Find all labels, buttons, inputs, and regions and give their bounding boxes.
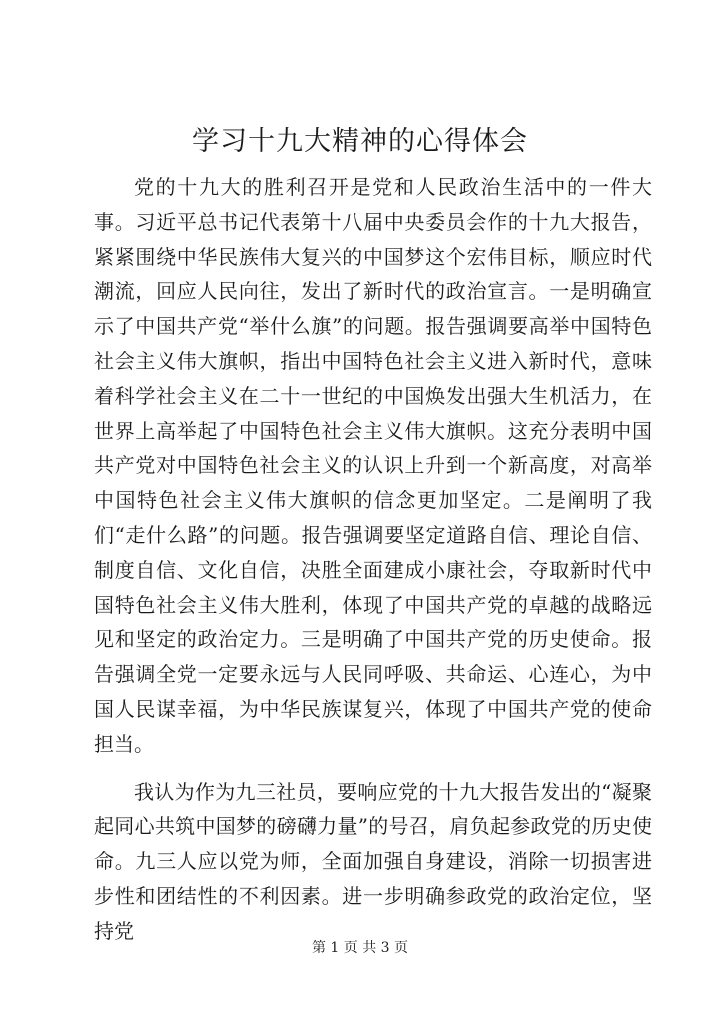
document-title: 学习十九大精神的心得体会	[192, 126, 528, 157]
paragraph-2: 我认为作为九三社员，要响应党的十九大报告发出的“凝聚起同心共筑中国梦的磅礴力量”的号召，肩负起参政党的历史使命。九三人应以党为师，全面加强自身建设，消除一切损害进步性和团结性的不利因素。进一步明确参政党的政治定位，坚持党	[94, 779, 652, 943]
page-footer	[0, 938, 720, 958]
document-body	[94, 170, 652, 949]
paragraph-1: 党的十九大的胜利召开是党和人民政治生活中的一件大事。习近平总书记代表第十八届中央委员会作的十九大报告，紧紧围绕中华民族伟大复兴的中国梦这个宏伟目标，顺应时代潮流，回应人民向往，发出了新时代的政治宣言。一是明确宣示了中国共产党“举什么旗”的问题。报告强调要高举中国特色社会主义伟大旗帜，指出中国特色社会主义进入新时代，意味着科学社会主义在二十一世纪的中国焕发出强大生机活力，在世界上高举起了中国特色社会主义伟大旗帜。这充分表明中国共产党对中国特色社会主义的认识上升到一个新高度，对高举中国特色社会主义伟大旗帜的信念更加坚定。二是阐明了我们“走什么路”的问题。报告强调要坚定道路自信、理论自信、制度自信、文化自信，决胜全面建成小康社会，夺取新时代中国特色社会主义伟大胜利，体现了中国共产党的卓越的战略远见和坚定的政治定力。三是明确了中国共产党的历史使命。报告强调全党一定要永远与人民同呼吸、共命运、心连心，为中国人民谋幸福，为中华民族谋复兴，体现了中国共产党的使命担当。	[94, 175, 652, 756]
page-number-label: 第 1 页 共 3 页	[311, 940, 409, 956]
